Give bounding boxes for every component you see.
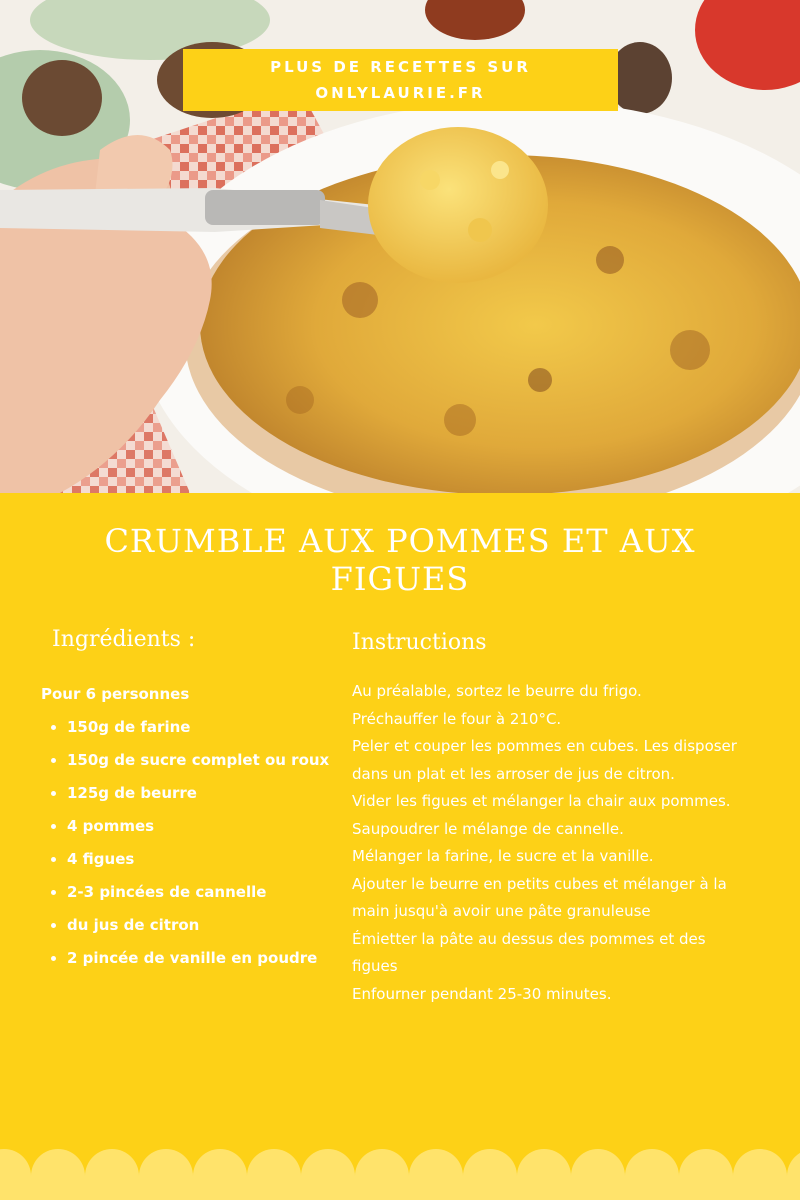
instructions-list xyxy=(352,678,747,1008)
ingredient-item: • 2-3 pincées de cannelle xyxy=(67,876,341,909)
banner-line-2: ONLYLAURIE.FR xyxy=(315,84,486,102)
banner-line-1: PLUS DE RECETTES SUR xyxy=(270,58,531,76)
instruction-step: Au préalable, sortez le beurre du frigo. xyxy=(352,682,642,700)
instructions-heading: Instructions xyxy=(352,630,487,655)
instruction-step: Peler et couper les pommes en cubes. Les disposer dans un plat et les arroser de jus de citron. xyxy=(352,737,737,783)
ingredients-section xyxy=(41,678,341,975)
ingredient-item: • 4 pommes xyxy=(67,810,341,843)
website-banner[interactable] xyxy=(183,49,618,111)
instruction-step: Vider les figues et mélanger la chair aux pommes. xyxy=(352,792,731,810)
instruction-step: Préchauffer le four à 210°C. xyxy=(352,709,562,728)
ingredient-item: • 150g de farine xyxy=(67,711,341,744)
recipe-title: CRUMBLE AUX POMMES ET AUX FIGUES xyxy=(104,522,696,598)
instruction-step: Émietter la pâte au dessus des pommes et des figues xyxy=(352,929,706,975)
ingredient-item: • 150g de sucre complet ou roux xyxy=(67,744,341,777)
servings-label: Pour 6 personnes xyxy=(41,685,190,703)
ingredient-item: • 4 figues xyxy=(67,843,341,876)
recipe-photo xyxy=(0,0,800,493)
ingredient-item: • 125g de beurre xyxy=(67,777,341,810)
instruction-step: Mélanger la farine, le sucre et la vanille. xyxy=(352,847,654,865)
instruction-step: Saupoudrer le mélange de cannelle. xyxy=(352,819,624,838)
scallop-border xyxy=(0,1148,800,1200)
instruction-step: Enfourner pendant 25-30 minutes. xyxy=(352,984,612,1003)
ingredient-item: • 2 pincée de vanille en poudre xyxy=(67,942,341,975)
scallop-base xyxy=(0,1176,800,1200)
ingredient-item: • du jus de citron xyxy=(67,909,341,942)
instruction-step: Ajouter le beurre en petits cubes et mélanger à la main jusqu'à avoir une pâte granuleuse xyxy=(352,874,727,920)
ingredients-heading: Ingrédients : xyxy=(52,627,196,652)
ingredients-list xyxy=(41,711,341,975)
